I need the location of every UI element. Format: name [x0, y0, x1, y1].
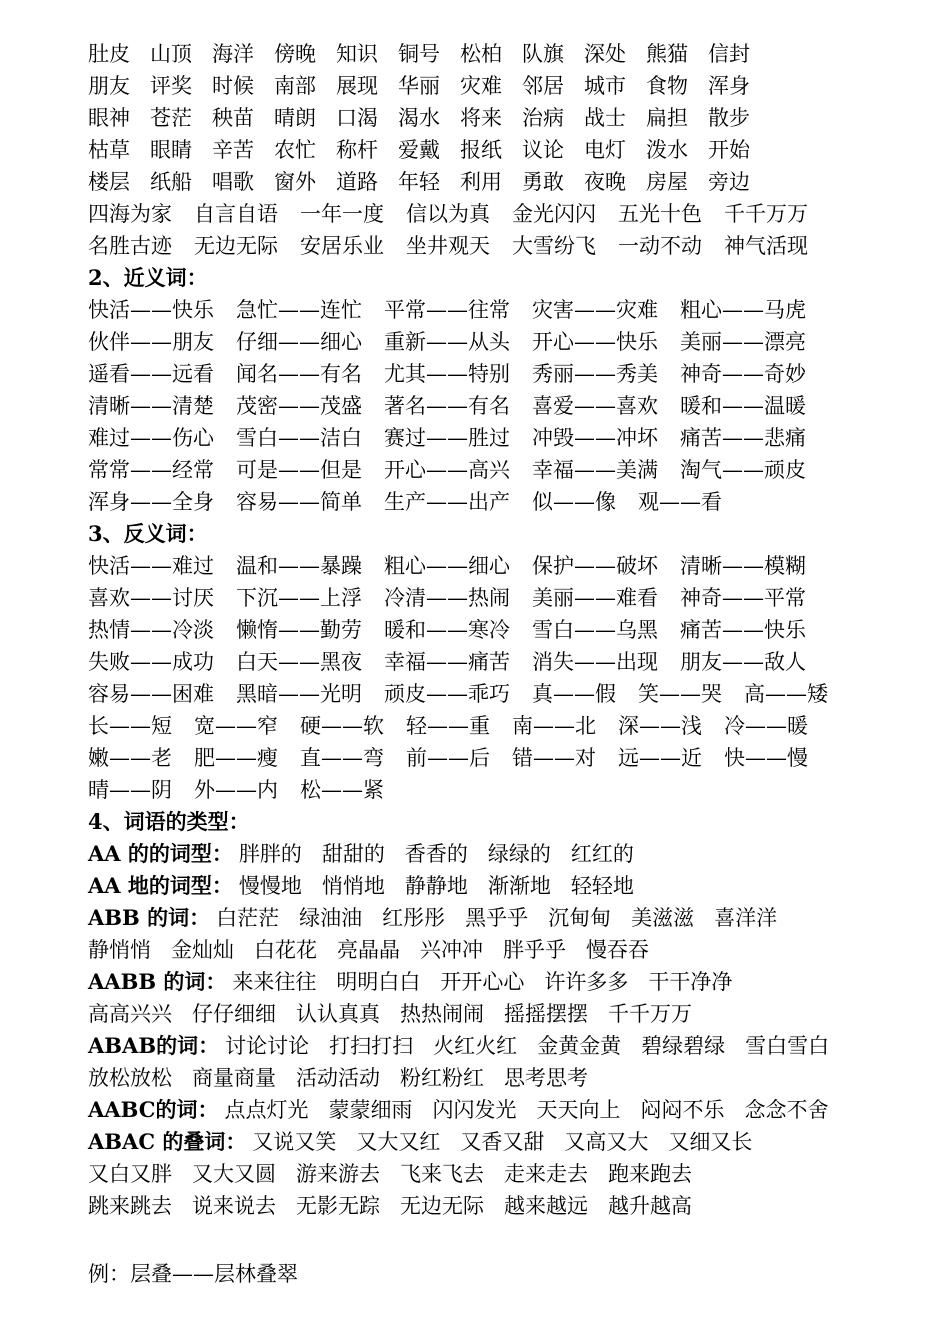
- word-type-item: 游来游去: [296, 1162, 380, 1186]
- word-type-item: 又大又红: [356, 1130, 441, 1154]
- antonym-pair: 暖和——寒冷: [384, 618, 510, 642]
- word-item: 利用: [460, 170, 502, 194]
- synonym-pair: 急忙——连忙: [236, 298, 362, 322]
- synonym-pair: 观——看: [638, 490, 722, 514]
- antonym-pair: 高——矮: [744, 682, 828, 706]
- word-item: 山顶: [150, 42, 192, 66]
- word-type-item: 雪白雪白: [745, 1034, 830, 1058]
- idiom-item: 一动不动: [618, 234, 702, 258]
- synonym-pair: 淘气——顽皮: [680, 458, 806, 482]
- synonym-pair: 伙伴——朋友: [88, 330, 214, 354]
- synonym-pair: 似——像: [532, 490, 616, 514]
- word-type-item: 越升越高: [608, 1194, 692, 1218]
- synonym-pair: 茂密——茂盛: [236, 394, 362, 418]
- synonym-pair: 冲毁——冲坏: [532, 426, 658, 450]
- word-item: 眼神: [88, 106, 130, 130]
- idiom-item: 四海为家: [88, 202, 172, 226]
- word-item: 傍晚: [274, 42, 316, 66]
- list-row: [88, 294, 938, 326]
- antonym-pair: 晴——阴: [88, 778, 172, 802]
- word-type-item: 红红的: [570, 842, 634, 866]
- word-type-item: 又香又甜: [460, 1130, 545, 1154]
- antonym-pair: 直——弯: [300, 746, 384, 770]
- synonym-pair: 闻名——有名: [236, 362, 362, 386]
- antonym-pair: 真——假: [532, 682, 616, 706]
- antonym-pair: 嫩——老: [88, 746, 172, 770]
- idiom-item: 坐井观天: [406, 234, 490, 258]
- synonym-pair: 开心——快乐: [532, 330, 658, 354]
- list-row: [88, 710, 938, 742]
- word-type-item: 活动活动: [296, 1066, 380, 1090]
- word-type-item: 黑乎乎: [465, 906, 529, 930]
- synonym-pair: 仔细——细心: [236, 330, 362, 354]
- word-type-label: AA 的的词型：: [88, 841, 233, 866]
- antonym-pair: 硬——软: [300, 714, 384, 738]
- word-type-item: 闪闪发光: [432, 1098, 517, 1122]
- word-type-item: 千千万万: [608, 1002, 692, 1026]
- section-2-title: 2、近义词：: [88, 265, 208, 290]
- word-type-label: AA 地的词型：: [88, 873, 233, 898]
- word-type-item: 碧绿碧绿: [641, 1034, 726, 1058]
- synonym-pair: 可是——但是: [236, 458, 362, 482]
- word-type-item: 悄悄地: [321, 874, 385, 898]
- word-type-item: 越来越远: [504, 1194, 588, 1218]
- word-item: 散步: [708, 106, 750, 130]
- word-type-label: ABAC 的叠词：: [88, 1129, 247, 1154]
- word-type-item: 又白又胖: [88, 1162, 172, 1186]
- word-type-row: [88, 1062, 938, 1094]
- section-4-title: 4、词语的类型：: [88, 809, 250, 834]
- synonym-pair: 容易——简单: [236, 490, 362, 514]
- idiom-item: 金光闪闪: [512, 202, 596, 226]
- list-row: [88, 166, 938, 198]
- word-type-item: 讨论讨论: [225, 1034, 310, 1058]
- list-row: [88, 646, 938, 678]
- word-type-label: ABAB的词：: [88, 1033, 220, 1058]
- word-type-list: [88, 838, 938, 1222]
- synonym-pair: 遥看——远看: [88, 362, 214, 386]
- word-item: 窗外: [274, 170, 316, 194]
- word-type-item: 放松放松: [88, 1066, 172, 1090]
- synonym-pair: 粗心——马虎: [680, 298, 806, 322]
- idiom-item: 神气活现: [724, 234, 808, 258]
- word-item: 松柏: [460, 42, 502, 66]
- word-item: 展现: [336, 74, 378, 98]
- antonym-pair: 失败——成功: [88, 650, 214, 674]
- word-type-item: 走来走去: [504, 1162, 588, 1186]
- word-type-item: 认认真真: [296, 1002, 380, 1026]
- word-type-item: 绿油油: [299, 906, 363, 930]
- antonym-pair: 快活——难过: [88, 554, 214, 578]
- word-item: 爱戴: [398, 138, 440, 162]
- word-item: 旁边: [708, 170, 750, 194]
- word-item: 海洋: [212, 42, 254, 66]
- word-item: 队旗: [522, 42, 564, 66]
- antonym-pair: 笑——哭: [638, 682, 722, 706]
- word-type-item: 说来说去: [192, 1194, 276, 1218]
- word-item: 楼层: [88, 170, 130, 194]
- antonym-pair: 南——北: [512, 714, 596, 738]
- list-row: [88, 326, 938, 358]
- word-type-item: 慢慢地: [238, 874, 302, 898]
- word-item: 纸船: [150, 170, 192, 194]
- word-type-item: 亮晶晶: [337, 938, 400, 962]
- word-type-item: 静悄悄: [88, 938, 151, 962]
- synonym-pair: 美丽——漂亮: [680, 330, 806, 354]
- antonym-pair: 肥——瘦: [194, 746, 278, 770]
- synonym-pair: 快活——快乐: [88, 298, 214, 322]
- word-type-label: AABC的词：: [88, 1097, 219, 1122]
- list-row: [88, 390, 938, 422]
- list-row: [88, 70, 938, 102]
- word-item: 时候: [212, 74, 254, 98]
- synonym-pair: 痛苦——悲痛: [680, 426, 806, 450]
- antonym-pair: 保护——破坏: [532, 554, 658, 578]
- antonym-pair: 喜欢——讨厌: [88, 586, 214, 610]
- antonym-pair: 冷——暖: [724, 714, 808, 738]
- word-type-item: 无影无踪: [296, 1194, 380, 1218]
- synonym-pair: 神奇——奇妙: [680, 362, 806, 386]
- list-row: [88, 550, 938, 582]
- list-row: [88, 486, 938, 518]
- word-type-item: 天天向上: [536, 1098, 621, 1122]
- word-type-item: 喜洋洋: [714, 906, 778, 930]
- word-type-item: 点点灯光: [224, 1098, 309, 1122]
- synonym-pair: 浑身——全身: [88, 490, 214, 514]
- word-type-item: 美滋滋: [631, 906, 695, 930]
- word-type-item: 香香的: [404, 842, 468, 866]
- word-type-item: 仔仔细细: [192, 1002, 276, 1026]
- word-item: 唱歌: [212, 170, 254, 194]
- word-item: 扁担: [646, 106, 688, 130]
- word-item: 朋友: [88, 74, 130, 98]
- word-item: 食物: [646, 74, 688, 98]
- word-type-item: 胖乎乎: [503, 938, 566, 962]
- antonym-pair: 宽——窄: [194, 714, 278, 738]
- idiom-item: 千千万万: [724, 202, 808, 226]
- word-type-item: 明明白白: [336, 970, 421, 994]
- word-item: 秧苗: [212, 106, 254, 130]
- word-type-item: 许许多多: [544, 970, 629, 994]
- synonym-pair: 难过——伤心: [88, 426, 214, 450]
- antonym-pair: 轻——重: [406, 714, 490, 738]
- word-type-item: 又高又大: [564, 1130, 649, 1154]
- word-type-item: 开开心心: [440, 970, 525, 994]
- word-item: 评奖: [150, 74, 192, 98]
- antonym-pair: 外——内: [194, 778, 278, 802]
- word-item: 浑身: [708, 74, 750, 98]
- list-row: [88, 134, 938, 166]
- antonym-list: [88, 550, 938, 806]
- idiom-item: 大雪纷飞: [512, 234, 596, 258]
- word-type-row: [88, 1190, 938, 1222]
- list-row: [88, 678, 938, 710]
- synonym-pair: 常常——经常: [88, 458, 214, 482]
- antonym-pair: 远——近: [618, 746, 702, 770]
- word-type-item: 摇摇摆摆: [504, 1002, 588, 1026]
- list-row: [88, 454, 938, 486]
- word-item: 战士: [584, 106, 626, 130]
- word-type-label: AABB 的词：: [88, 969, 227, 994]
- list-row: [88, 614, 938, 646]
- list-row: [88, 742, 938, 774]
- idiom-item: 自言自语: [194, 202, 278, 226]
- word-item: 知识: [336, 42, 378, 66]
- antonym-pair: 雪白——乌黑: [532, 618, 658, 642]
- synonym-pair: 清晰——清楚: [88, 394, 214, 418]
- word-type-item: 来来往往: [232, 970, 317, 994]
- idiom-item: 无边无际: [194, 234, 278, 258]
- word-item: 电灯: [584, 138, 626, 162]
- antonym-pair: 神奇——平常: [680, 586, 806, 610]
- word-type-item: 绿绿的: [487, 842, 551, 866]
- antonym-pair: 消失——出现: [532, 650, 658, 674]
- word-type-item: 金黄金黄: [537, 1034, 622, 1058]
- antonym-pair: 快——慢: [724, 746, 808, 770]
- word-item: 房屋: [646, 170, 688, 194]
- synonym-pair: 尤其——特别: [384, 362, 510, 386]
- word-type-item: 无边无际: [400, 1194, 484, 1218]
- antonym-pair: 前——后: [406, 746, 490, 770]
- antonym-pair: 痛苦——快乐: [680, 618, 806, 642]
- antonym-pair: 下沉——上浮: [236, 586, 362, 610]
- synonym-pair: 秀丽——秀美: [532, 362, 658, 386]
- word-type-item: 甜甜的: [321, 842, 385, 866]
- antonym-pair: 冷清——热闹: [384, 586, 510, 610]
- word-item: 治病: [522, 106, 564, 130]
- antonym-pair: 容易——困难: [88, 682, 214, 706]
- word-item: 报纸: [460, 138, 502, 162]
- word-item: 议论: [522, 138, 564, 162]
- word-type-item: 商量商量: [192, 1066, 276, 1090]
- list-row: [88, 230, 938, 262]
- word-item: 信封: [708, 42, 750, 66]
- word-type-row: [88, 838, 938, 870]
- word-item: 肚皮: [88, 42, 130, 66]
- list-row: [88, 422, 938, 454]
- synonym-pair: 重新——从头: [384, 330, 510, 354]
- word-type-item: 胖胖的: [238, 842, 302, 866]
- word-type-row: [88, 934, 938, 966]
- spacer: [88, 1222, 938, 1258]
- synonym-pair: 赛过——胜过: [384, 426, 510, 450]
- word-type-row: [88, 870, 938, 902]
- synonym-pair: 幸福——美满: [532, 458, 658, 482]
- word-type-item: 白花花: [254, 938, 317, 962]
- word-item: 深处: [584, 42, 626, 66]
- word-item: 华丽: [398, 74, 440, 98]
- word-item: 渴水: [398, 106, 440, 130]
- synonym-pair: 生产——出产: [384, 490, 510, 514]
- antonym-pair: 温和——暴躁: [236, 554, 362, 578]
- antonym-pair: 顽皮——乖巧: [384, 682, 510, 706]
- list-row: [88, 358, 938, 390]
- idiom-item: 五光十色: [618, 202, 702, 226]
- word-type-row: [88, 998, 938, 1030]
- antonym-pair: 黑暗——光明: [236, 682, 362, 706]
- word-type-item: 静静地: [404, 874, 468, 898]
- word-list: [88, 38, 938, 198]
- word-type-item: 白茫茫: [216, 906, 280, 930]
- word-type-label: ABB 的词：: [88, 905, 211, 930]
- word-type-item: 红彤彤: [382, 906, 446, 930]
- word-type-item: 飞来飞去: [400, 1162, 484, 1186]
- synonym-pair: 著名——有名: [384, 394, 510, 418]
- word-item: 道路: [336, 170, 378, 194]
- word-item: 称杆: [336, 138, 378, 162]
- word-item: 开始: [708, 138, 750, 162]
- word-item: 南部: [274, 74, 316, 98]
- idiom-item: 信以为真: [406, 202, 490, 226]
- word-item: 年轻: [398, 170, 440, 194]
- word-type-item: 金灿灿: [171, 938, 234, 962]
- antonym-pair: 懒惰——勤劳: [236, 618, 362, 642]
- word-item: 辛苦: [212, 138, 254, 162]
- word-type-item: 思考思考: [504, 1066, 588, 1090]
- word-type-item: 打扫打扫: [329, 1034, 414, 1058]
- idiom-item: 安居乐业: [300, 234, 384, 258]
- synonym-pair: 平常——往常: [384, 298, 510, 322]
- idiom-item: 一年一度: [300, 202, 384, 226]
- antonym-pair: 朋友——敌人: [680, 650, 806, 674]
- list-row: [88, 38, 938, 70]
- word-type-item: 轻轻地: [570, 874, 634, 898]
- word-item: 邻居: [522, 74, 564, 98]
- word-item: 夜晚: [584, 170, 626, 194]
- word-type-item: 蒙蒙细雨: [328, 1098, 413, 1122]
- word-item: 铜号: [398, 42, 440, 66]
- word-item: 农忙: [274, 138, 316, 162]
- word-type-row: [88, 1126, 938, 1158]
- synonym-list: [88, 294, 938, 518]
- word-item: 泼水: [646, 138, 688, 162]
- word-type-item: 高高兴兴: [88, 1002, 172, 1026]
- word-type-item: 火红火红: [433, 1034, 518, 1058]
- word-type-item: 跑来跑去: [608, 1162, 692, 1186]
- word-type-item: 热热闹闹: [400, 1002, 484, 1026]
- idiom-list: [88, 198, 938, 262]
- word-type-row: [88, 1094, 938, 1126]
- word-type-item: 念念不舍: [744, 1098, 829, 1122]
- list-row: [88, 102, 938, 134]
- synonym-pair: 喜爱——喜欢: [532, 394, 658, 418]
- word-type-item: 慢吞吞: [586, 938, 649, 962]
- antonym-pair: 深——浅: [618, 714, 702, 738]
- antonym-pair: 清晰——模糊: [680, 554, 806, 578]
- antonym-pair: 粗心——细心: [384, 554, 510, 578]
- document-page: [88, 38, 938, 1290]
- antonym-pair: 幸福——痛苦: [384, 650, 510, 674]
- word-item: 勇敢: [522, 170, 564, 194]
- word-item: 灾难: [460, 74, 502, 98]
- word-type-row: [88, 966, 938, 998]
- word-type-item: 跳来跳去: [88, 1194, 172, 1218]
- example-line: 例：层叠——层林叠翠: [88, 1262, 298, 1286]
- word-type-item: 又细又长: [668, 1130, 753, 1154]
- word-item: 眼睛: [150, 138, 192, 162]
- synonym-pair: 开心——高兴: [384, 458, 510, 482]
- antonym-pair: 白天——黑夜: [236, 650, 362, 674]
- list-row: [88, 774, 938, 806]
- word-type-item: 又大又圆: [192, 1162, 276, 1186]
- word-item: 城市: [584, 74, 626, 98]
- word-item: 口渴: [336, 106, 378, 130]
- list-row: [88, 582, 938, 614]
- word-type-item: 又说又笑: [252, 1130, 337, 1154]
- word-type-item: 粉红粉红: [400, 1066, 484, 1090]
- antonym-pair: 错——对: [512, 746, 596, 770]
- antonym-pair: 热情——冷淡: [88, 618, 214, 642]
- word-type-item: 沉甸甸: [548, 906, 612, 930]
- synonym-pair: 雪白——洁白: [236, 426, 362, 450]
- antonym-pair: 松——紧: [300, 778, 384, 802]
- synonym-pair: 灾害——灾难: [532, 298, 658, 322]
- idiom-item: 名胜古迹: [88, 234, 172, 258]
- word-item: 晴朗: [274, 106, 316, 130]
- word-type-row: [88, 902, 938, 934]
- word-item: 苍茫: [150, 106, 192, 130]
- word-item: 枯草: [88, 138, 130, 162]
- word-item: 熊猫: [646, 42, 688, 66]
- antonym-pair: 长——短: [88, 714, 172, 738]
- word-type-row: [88, 1030, 938, 1062]
- antonym-pair: 美丽——难看: [532, 586, 658, 610]
- synonym-pair: 暖和——温暖: [680, 394, 806, 418]
- word-type-item: 兴冲冲: [420, 938, 483, 962]
- word-type-item: 干干净净: [648, 970, 733, 994]
- word-type-item: 闷闷不乐: [640, 1098, 725, 1122]
- word-type-item: 渐渐地: [487, 874, 551, 898]
- section-3-title: 3、反义词：: [88, 521, 208, 546]
- list-row: [88, 198, 938, 230]
- word-item: 将来: [460, 106, 502, 130]
- word-type-row: [88, 1158, 938, 1190]
